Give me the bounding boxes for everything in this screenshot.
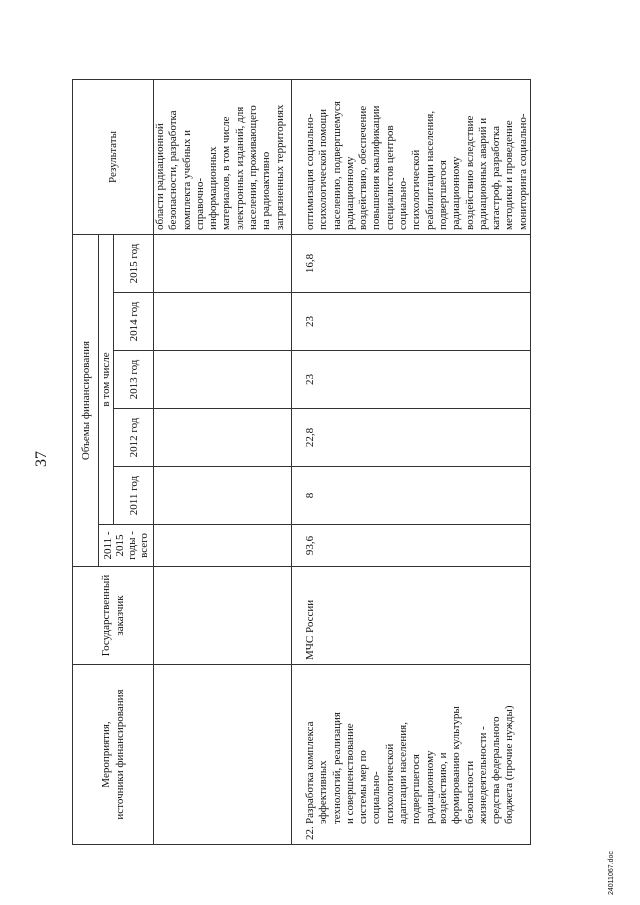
header-total-line-2: 2015	[114, 534, 126, 557]
result-line: радиационному	[343, 156, 356, 230]
continued-result-line: области радиационной	[154, 123, 166, 230]
continued-result-line: безопасности, разработка	[167, 110, 180, 230]
result-line: катастроф, разработка	[490, 126, 503, 230]
header-including: в том числе	[99, 235, 114, 525]
year-2014-cell: 23	[292, 293, 531, 351]
continued-result-line: материалов, в том числе	[220, 116, 233, 230]
result-line: социально-	[397, 177, 410, 230]
continued-result-line: информационных	[207, 146, 220, 230]
header-total-line-1: 2011 -	[102, 531, 114, 560]
measure-line: радиационному	[423, 750, 436, 824]
measure-line: технологий, реализация	[330, 712, 343, 824]
header-results: Результаты	[73, 80, 154, 235]
result-line: воздействию вследствие	[463, 115, 476, 230]
measure-line: и совершенствование	[343, 723, 356, 824]
header-measures	[73, 665, 154, 845]
header-total-line-4: всего	[138, 533, 150, 558]
result-line: повышения квалификации	[370, 105, 383, 230]
continued-result-line: населения, проживающего	[247, 105, 260, 230]
measure-line: жизнедеятельности -	[476, 726, 489, 824]
result-line: специалистов центров	[383, 125, 396, 230]
measure-line: формированию культуры	[450, 706, 463, 824]
result-line: населению, подвергшемуся	[330, 101, 343, 230]
year-2015-cell: 16,8	[292, 235, 531, 293]
header-year-2012: 2012 год	[114, 409, 154, 467]
header-customer	[73, 567, 154, 665]
header-customer-line-1: Государственный	[100, 574, 112, 657]
result-line: мониторинга социально-	[516, 113, 529, 230]
continued-measure-cell	[154, 665, 292, 845]
result-line: радиационному	[450, 156, 463, 230]
header-measures-line-1: Мероприятия,	[100, 721, 112, 788]
page-number: 37	[33, 451, 50, 467]
year-2011-cell: 8	[292, 467, 531, 525]
continued-result-line: электронных изданий, для	[233, 106, 246, 230]
result-line: радиационных аварий и	[476, 117, 489, 230]
customer-cell: МЧС России	[292, 567, 531, 665]
header-funding-volume: Объемы финансирования	[73, 235, 99, 567]
continued-2014-cell	[154, 293, 292, 351]
row-number: 22.	[304, 826, 316, 840]
continued-result-line: загрязненных территориях	[273, 104, 286, 230]
result-line: психологической	[410, 149, 423, 230]
continued-result-line: справочно-	[193, 177, 206, 230]
table-row	[292, 80, 531, 845]
year-2012-cell: 22,8	[292, 409, 531, 467]
results-cell	[292, 80, 531, 235]
measure-line: средства федерального	[490, 716, 503, 824]
continued-2013-cell	[154, 351, 292, 409]
continued-result-line: на радиоактивно	[260, 151, 273, 230]
measure-line: Разработка комплекса	[304, 721, 316, 824]
result-line: реабилитации населения,	[423, 110, 436, 230]
measure-line: эффективных	[317, 760, 330, 824]
measure-line: психологической	[383, 743, 396, 824]
measure-line: адаптации населения,	[397, 722, 410, 824]
continued-2015-cell	[154, 235, 292, 293]
measure-line: воздействию, и	[436, 752, 449, 824]
result-line: методики и проведение	[503, 120, 516, 230]
header-measures-line-2: источники финансирования	[114, 689, 126, 820]
result-line: психологической помощи	[317, 109, 330, 230]
continued-2011-cell	[154, 467, 292, 525]
result-line: оптимизация социально-	[304, 113, 316, 230]
header-year-2013: 2013 год	[114, 351, 154, 409]
header-year-2014: 2014 год	[114, 293, 154, 351]
continued-results-cell	[154, 80, 292, 235]
measure-line: безопасности	[463, 760, 476, 824]
continued-2012-cell	[154, 409, 292, 467]
continued-result-line: комплекта учебных и	[180, 130, 193, 230]
measure-line: подвергшегося	[410, 754, 423, 824]
total-cell: 93,6	[292, 525, 531, 567]
header-total	[99, 525, 154, 567]
header-year-2015: 2015 год	[114, 235, 154, 293]
measure-cell	[292, 665, 531, 845]
year-2013-cell: 23	[292, 351, 531, 409]
measure-line: системы мер по	[357, 750, 370, 824]
continued-customer-cell	[154, 567, 292, 665]
header-customer-line-2: заказчик	[114, 595, 126, 636]
measure-line: бюджета (прочие нужды)	[503, 705, 516, 824]
header-year-2011: 2011 год	[114, 467, 154, 525]
continued-total-cell	[154, 525, 292, 567]
financing-table	[72, 79, 531, 845]
result-line: подвергшегося	[436, 160, 449, 230]
file-name-footer: 24011067.doc	[608, 851, 615, 895]
header-total-line-3: годы -	[126, 531, 138, 560]
result-line: воздействию, обеспечение	[357, 105, 370, 230]
measure-line: социально-	[370, 771, 383, 824]
